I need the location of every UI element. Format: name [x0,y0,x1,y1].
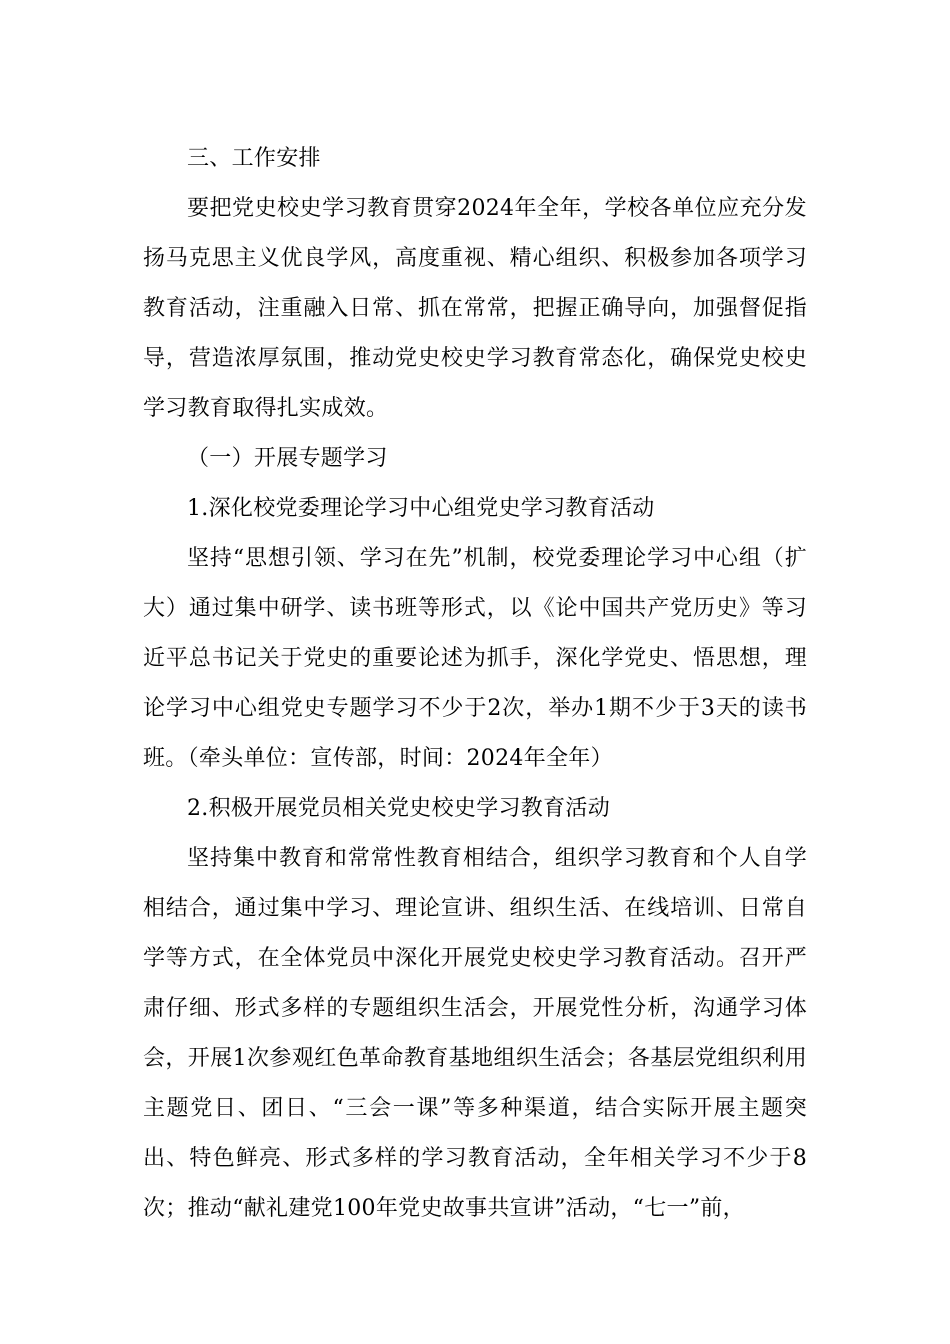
item2-heading: 2.积极开展党员相关党史校史学习教育活动 [187,796,610,821]
item1-paragraph: 坚持“思想引领、学习在先”机制，校党委理论学习中心组（扩大）通过集中研学、读书班等形式，以《论中国共产党历史》等习近平总书记关于党史的重要论述为抓手，深化学党史、悟思想，理论学习中心组党史专题学习不少于2次，举办1期不少于3天的读书班。（牵头单位：宣传部，时间：2024年全年） [143,546,807,771]
item2-paragraph: 坚持集中教育和常常性教育相结合，组织学习教育和个人自学相结合，通过集中学习、理论宣讲、组织生活、在线培训、日常自学等方式，在全体党员中深化开展党史校史学习教育活动。召开严肃仔细、形式多样的专题组织生活会，开展党性分析，沟通学习体会，开展1次参观红色革命教育基地组织生活会；各基层党组织利用主题党日、团日、“三会一课”等多种渠道，结合实际开展主题突出、特色鲜亮、形式多样的学习教育活动，全年相关学习不少于8次；推动“献礼建党100年党史故事共宣讲”活动，“七一”前， [143,846,807,1221]
section-heading: 三、工作安排 [187,146,321,171]
subsection-heading: （一）开展专题学习 [187,446,388,471]
document-body [143,134,807,1234]
item1-heading: 1.深化校党委理论学习中心组党史学习教育活动 [187,496,655,521]
intro-paragraph: 要把党史校史学习教育贯穿2024年全年，学校各单位应充分发扬马克思主义优良学风，高度重视、精心组织、积极参加各项学习教育活动，注重融入日常、抓在常常，把握正确导向，加强督促指导，营造浓厚氛围，推动党史校史学习教育常态化，确保党史校史学习教育取得扎实成效。 [143,196,807,421]
